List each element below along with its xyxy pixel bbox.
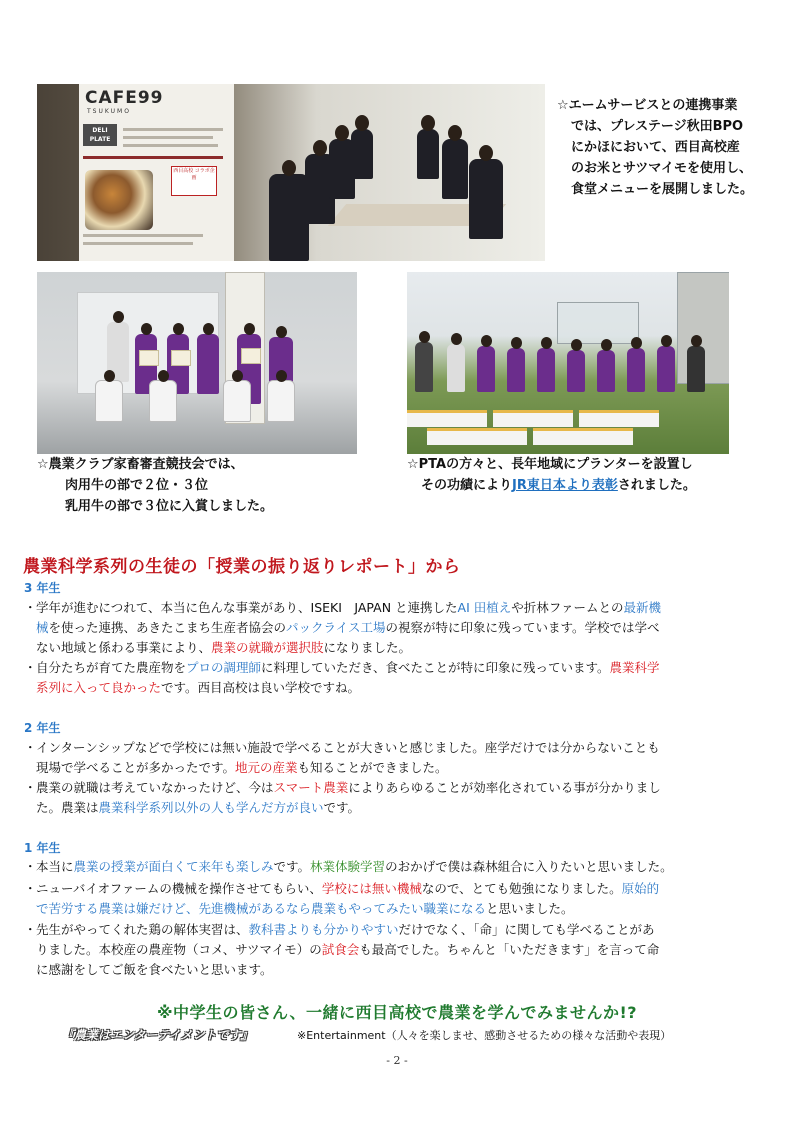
greenhouse — [557, 302, 639, 344]
highlight: 学校には無い機械 — [321, 881, 422, 896]
highlight: パックライス工場 — [286, 620, 386, 635]
photo-cafe-students — [37, 84, 545, 261]
menu-line — [83, 234, 203, 237]
caption-aim-services — [557, 95, 777, 200]
planter — [533, 428, 633, 445]
text: や折林ファームとの — [511, 600, 624, 615]
highlight: AI 田植え — [457, 600, 512, 615]
person-figure — [415, 342, 433, 392]
text: のおかげで僕は森林組合に入りたいと思いました。 — [385, 859, 673, 874]
highlight: 教科書よりも分かりやすい — [248, 922, 399, 937]
bullet: ・ — [24, 881, 37, 896]
caption-line: ☆PTAの方々と、長年地域にプランターを設置し — [407, 457, 693, 472]
menu-line — [123, 128, 223, 131]
student-figure — [417, 129, 439, 179]
text: に感謝をしてご飯を食べたいと思います。 — [36, 962, 273, 977]
student-figure — [95, 380, 123, 422]
photo-livestock-contest — [37, 272, 357, 454]
caption-livestock-contest — [37, 454, 377, 517]
bullet: ・ — [24, 859, 37, 874]
caption-line: 食堂メニューを展開しました。 — [571, 182, 754, 197]
highlight: 林業体験学習 — [310, 859, 386, 874]
text: です。西目高校は良い学校ですね。 — [161, 680, 361, 695]
student-figure — [567, 350, 585, 392]
food-plate — [85, 170, 153, 230]
text: に料理していただき、食べたことが特に印象に残っています。 — [261, 660, 610, 675]
caption-text: されました。 — [617, 478, 696, 493]
text: と思いました。 — [486, 901, 574, 916]
menu-sub: TSUKUMO — [87, 108, 131, 115]
caption-line: 肉用牛の部で２位・３位 — [65, 478, 209, 493]
text: インターンシップなどで学校には無い施設で学べることが大きいと感じました。座学だけでは分からないことも — [36, 740, 660, 755]
jr-east-award-link[interactable]: JR東日本より表彰 — [512, 478, 618, 493]
grade2-heading: 2 年生 — [24, 721, 61, 735]
caption-line: ☆農業クラブ家畜審査競技会では、 — [37, 457, 244, 472]
text: 本当に — [36, 859, 74, 874]
text: だけでなく、「命」に関しても学べることがあ — [398, 922, 655, 937]
bullet: ・ — [24, 922, 37, 937]
grade3-comment-1 — [24, 598, 776, 658]
photo-pta-planters — [407, 272, 729, 454]
student-figure — [469, 159, 503, 239]
menu-line — [123, 136, 213, 139]
certificate — [139, 350, 159, 366]
text: も知ることができました。 — [297, 760, 448, 775]
text: です。 — [273, 859, 311, 874]
text: 先生がやってくれた鶏の解体実習は、 — [36, 922, 249, 937]
bullet: ・ — [24, 660, 37, 675]
highlight: 械 — [36, 620, 49, 635]
highlight: 農業科学 — [609, 660, 660, 675]
caption-line: ☆エームサービスとの連携事業 — [557, 98, 738, 113]
student-figure — [477, 346, 495, 392]
caption-line: 乳用牛の部で３位に入賞しました。 — [65, 499, 274, 514]
cafe-menu-board — [79, 84, 234, 261]
report-title: 農業科学系列の生徒の「授業の振り返りレポート」から — [23, 557, 461, 577]
bullet: ・ — [24, 600, 37, 615]
highlight: プロの調理師 — [186, 660, 262, 675]
entertainment-note: ※Entertainment（人々を楽しませ、感動させるための様々な活動や表現） — [297, 1029, 672, 1042]
caption-text: その功績により — [421, 478, 513, 493]
text: なので、とても勉強になりました。 — [421, 881, 622, 896]
highlight: 農業の就職が選択肢 — [211, 640, 324, 655]
grade2-comment-1 — [24, 738, 776, 778]
text: です。 — [323, 800, 361, 815]
student-figure — [442, 139, 468, 199]
highlight: 最新機 — [623, 600, 662, 615]
highlight: 系列に入って良かった — [36, 680, 162, 695]
highlight: 農業の授業が面白くて来年も楽しみ — [73, 859, 274, 874]
planter — [407, 410, 487, 427]
person-figure — [447, 344, 465, 392]
planter — [427, 428, 527, 445]
grade1-comment-1 — [24, 857, 776, 877]
certificate — [241, 348, 261, 364]
highlight: 地元の産業 — [235, 760, 298, 775]
menu-line — [83, 156, 223, 159]
planter — [493, 410, 573, 427]
grade3-heading: 3 年生 — [24, 581, 61, 595]
student-figure — [507, 348, 525, 392]
planter — [579, 410, 659, 427]
page-number: - 2 - — [386, 1054, 408, 1067]
text: の視察が特に印象に残っています。学校では学べ — [385, 620, 660, 635]
highlight: スマート農業 — [273, 780, 349, 795]
bullet: ・ — [24, 780, 37, 795]
person-figure — [687, 346, 705, 392]
student-figure — [269, 174, 309, 261]
student-figure — [149, 380, 177, 422]
caption-line: にかほにおいて、西目高校産 — [571, 140, 740, 155]
menu-badge: 西目高校 コラボ企画 — [171, 166, 217, 196]
text: 自分たちが育てた農産物を — [36, 660, 187, 675]
text: 農業の就職は考えていなかったけど、今は — [36, 780, 274, 795]
student-figure — [597, 350, 615, 392]
text: りました。本校産の農産物（コメ、サツマイモ）の — [36, 942, 322, 957]
bullet: ・ — [24, 740, 37, 755]
student-figure — [267, 380, 295, 422]
menu-line — [123, 144, 218, 147]
text: 学年が進むにつれて、本当に色んな事業があり、ISEKI JAPAN と連携した — [36, 600, 458, 615]
student-figure — [627, 348, 645, 392]
grade1-comment-3 — [24, 920, 776, 980]
grade2-comment-2 — [24, 778, 776, 818]
highlight: 農業科学系列以外の人も学んだ方が良い — [98, 800, 324, 815]
grade1-comment-2 — [24, 879, 776, 919]
caption-line — [407, 475, 747, 496]
highlight: で苦労する農業は嫌だけど、先進機械があるなら農業もやってみたい職業になる — [36, 901, 487, 916]
student-figure — [537, 348, 555, 392]
menu-deli-label: DELI PLATE — [83, 124, 117, 146]
text: になりました。 — [323, 640, 412, 655]
text: によりあらゆることが効率化されている事が分かりまし — [348, 780, 661, 795]
text: ない地域と係わる事業により、 — [36, 640, 212, 655]
grade1-heading: 1 年生 — [24, 841, 61, 855]
text: ニューバイオファームの機械を操作させてもらい、 — [36, 881, 322, 896]
student-figure — [223, 380, 251, 422]
text: を使った連携、あきたこまち生産者協会の — [48, 620, 287, 635]
highlight: 原始的 — [621, 881, 660, 896]
invitation-message: ※中学生の皆さん、一緒に西目高校で農業を学んでみませんか!? — [156, 1003, 638, 1022]
caption-line: のお米とサツマイモを使用し、 — [571, 161, 752, 176]
tagline: 『農業はエンターテイメントです』 — [62, 1028, 253, 1042]
caption-line: では、プレステージ秋田BPO — [571, 119, 744, 134]
student-figure — [351, 129, 373, 179]
caption-pta-award — [407, 454, 747, 496]
highlight: 試食会 — [321, 942, 360, 957]
text: も最高でした。ちゃんと「いただきます」を言って命 — [359, 942, 660, 957]
text: 現場で学べることが多かったです。 — [36, 760, 236, 775]
student-figure — [197, 334, 219, 394]
student-figure — [657, 346, 675, 392]
menu-line — [83, 242, 193, 245]
menu-brand: CAFE99 — [85, 88, 164, 108]
grade3-comment-2 — [24, 658, 776, 698]
certificate — [171, 350, 191, 366]
text: た。農業は — [36, 800, 99, 815]
